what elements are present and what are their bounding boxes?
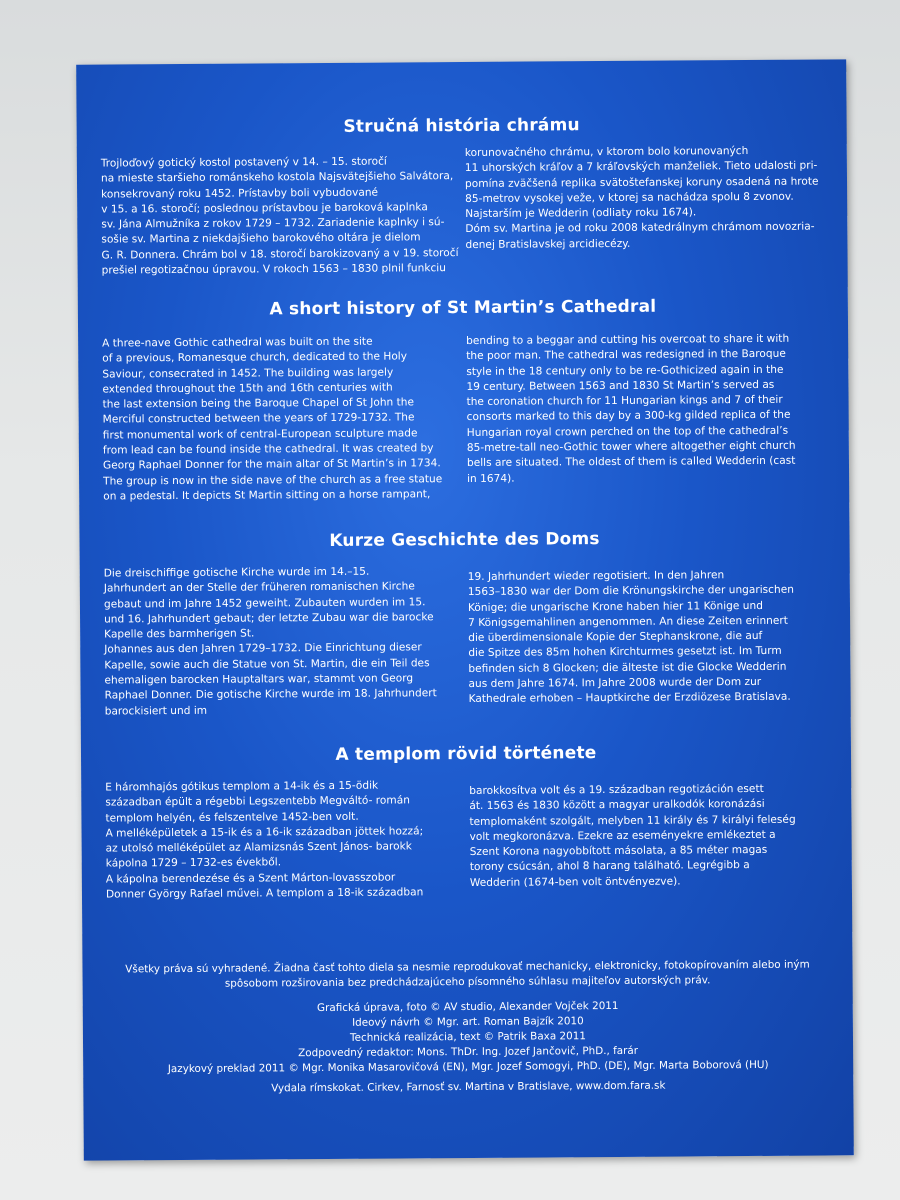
column-left: A three-nave Gothic cathedral was built on the site of a previous, Romanesque church, dedicated to the Holy Saviour, consecrated in 1452. The building was largely extended throughout the 15th and 16th centuries with the last extension being the Baroque Chapel of St John the Merciful constructed between the years of 1729-1732. The first monumental work of central-European sculpture made from lead can be found inside the cathedral. It was created by Georg Raphael Donner for the main altar of St Martin’s in 1734. The group is now in the side nave of the church as a free statue on a pedestal. It depicts St Martin sitting on a horse rampant, <box>102 335 443 503</box>
section-title: A templom rövid története <box>335 743 597 765</box>
section-german <box>79 527 849 718</box>
column-left: Trojloďový gotický kostol postavený v 14. – 15. storočí na mieste staršieho románskeho kostola Najsvätejšieho Salvátora, konsekrovaný roku 1452. Prístavby boli vybudované v 15. a 16. storočí; poslednou prístavbou je baroková kaplnka sv. Jána Almužníka z rokov 1729 – 1732. Zariadenie kaplnky i sú- sošie sv. Martina z niekdajšieho barokového oltára je dielom G. R. Donnera. Chrám bol v 18. storočí barokizovaný a v 19. storočí prešiel regotizačnou úpravou. V rokoch 1563 – 1830 plnil funkciu <box>100 155 459 277</box>
section-english <box>78 295 848 503</box>
column-right: bending to a beggar and cutting his overcoat to share it with the poor man. The cathedral was redesigned in the Baroque style in the 18 century only to be re-Gothicized again in the 19 century. Between 1563 and 1830 St Martin’s served as the coronation church for 11 Hungarian kings and 7 of their consorts marked to this day by a 300-kg gilded replica of the Hungarian royal crown perched on the top of the cathedral’s 85-metre-tall neo-Gothic tower where altogether eight church bells are situated. The oldest of them is called Wedderin (cast in 1674). <box>466 332 796 485</box>
copyright-notice: Všetky práva sú vyhradené. Žiadna časť tohto diela sa nesmie reprodukovať mechanicky, elektronicky, fotokopírovaním alebo iným spôsobom rozširovania bez predchádzajúceho písomného súhlasu majiteľov autorských práv. <box>125 958 810 990</box>
column-left: E háromhajós gótikus templom a 14-ik és a 15-ödik században épült a régebbi Legszentebb Megváltó- román templom helyén, és felszentelve 1452-ben volt. A melléképületek a 15-ik és a 16-ik században jöttek hozzá; az utolsó melléképület az Alamizsnás Szent János- barokk kápolna 1729 – 1732-es évekből. A kápolna berendezése és a Szent Márton-lovasszobor Donner György Rafael művei. A templom a 18-ik században <box>105 779 424 901</box>
column-right: barokkosítva volt és a 19. században regotizáción esett át. 1563 és 1830 között a magyar uralkodók koronázási templomaként szolgált, melyben 11 király és 7 királyi feleség volt megkoronázva. Ezekre az eseményekre emlékeztet a Szent Korona nagyobbított másolata, a 85 méter magas torony csúcsán, ahol 8 harang található. Legrégibb a Wedderin (1674-ben volt öntvényezve). <box>469 782 796 889</box>
publisher: Vydala rímskokat. Cirkev, Farnosť sv. Martina v Bratislave, www.dom.fara.sk <box>271 1079 666 1095</box>
leaflet-page <box>76 59 854 1160</box>
credits: Grafická úprava, foto © AV studio, Alexander Vojček 2011 Ideový návrh © Mgr. art. Roman Bajzík 2010 Technická realizácia, text © Patrik Baxa 2011 Zodpovedný redaktor: Mons. ThDr. Ing. Jozef Jančovič, PhD., farár Jazykový preklad 2011 © Mgr. Monika Masarovičová (EN), Mgr. Jozef Somogyi, PhD. (DE), Mgr. Marta Boborová (HU) <box>167 999 769 1076</box>
column-left: Die dreischiffige gotische Kirche wurde im 14.–15. Jahrhundert an der Stelle der früheren romanischen Kirche gebaut und im Jahre 1452 geweiht. Zubauten wurden im 15. und 16. Jahrhundert gebaut; der letzte Zubau war die barocke Kapelle des barmherigen St. Johannes aus den Jahren 1729–1732. Die Einrichtung dieser Kapelle, sowie auch die Statue von St. Martin, die ein Teil des ehemaligen barocken Hauptaltars war, stammt von Georg Raphael Donner. Die gotische Kirche wurde im 18. Jahrhundert barockisiert und im <box>103 565 437 718</box>
section-title: Kurze Geschichte des Doms <box>329 529 600 551</box>
column-right: korunovačného chrámu, v ktorom bolo korunovaných 11 uhorských kráľov a 7 kráľovských manželiek. Tieto udalosti pri- pomína zväčšená replika svätoštefanskej koruny osadená na hrote 85-metrov vysokej veže, v ktorej sa nachádza spolu 8 zvonov. Najstarším je Wedderin (odliaty roku 1674). Dóm sv. Martina je od roku 2008 katedrálnym chrámom novozria- denej Bratislavskej arcidiecézy. <box>464 145 819 251</box>
section-hungarian <box>81 741 851 901</box>
section-title: A short history of St Martin’s Cathedral <box>269 296 657 320</box>
column-right: 19. Jahrhundert wieder regotisiert. In den Jahren 1563–1830 war der Dom die Krönungskirche der ungarischen Könige; die ungarische Krone haben hier 11 Könige und 7 Königsgemahlinen angenommen. An diese Zeiten erinnert die überdimensionale Kopie der Stephanskrone, die auf die Spitze des 85m hohen Kirchturmes gesetzt ist. Im Turm befinden sich 8 Glocken; die älteste ist die Glocke Wedderin aus dem Jahre 1674. Im Jahre 2008 wurde der Dom zur Kathedrale erhoben – Hauptkirche der Erzdiözese Bratislava. <box>467 569 794 706</box>
section-title: Stručná história chrámu <box>343 115 580 137</box>
section-slovak <box>77 113 847 277</box>
